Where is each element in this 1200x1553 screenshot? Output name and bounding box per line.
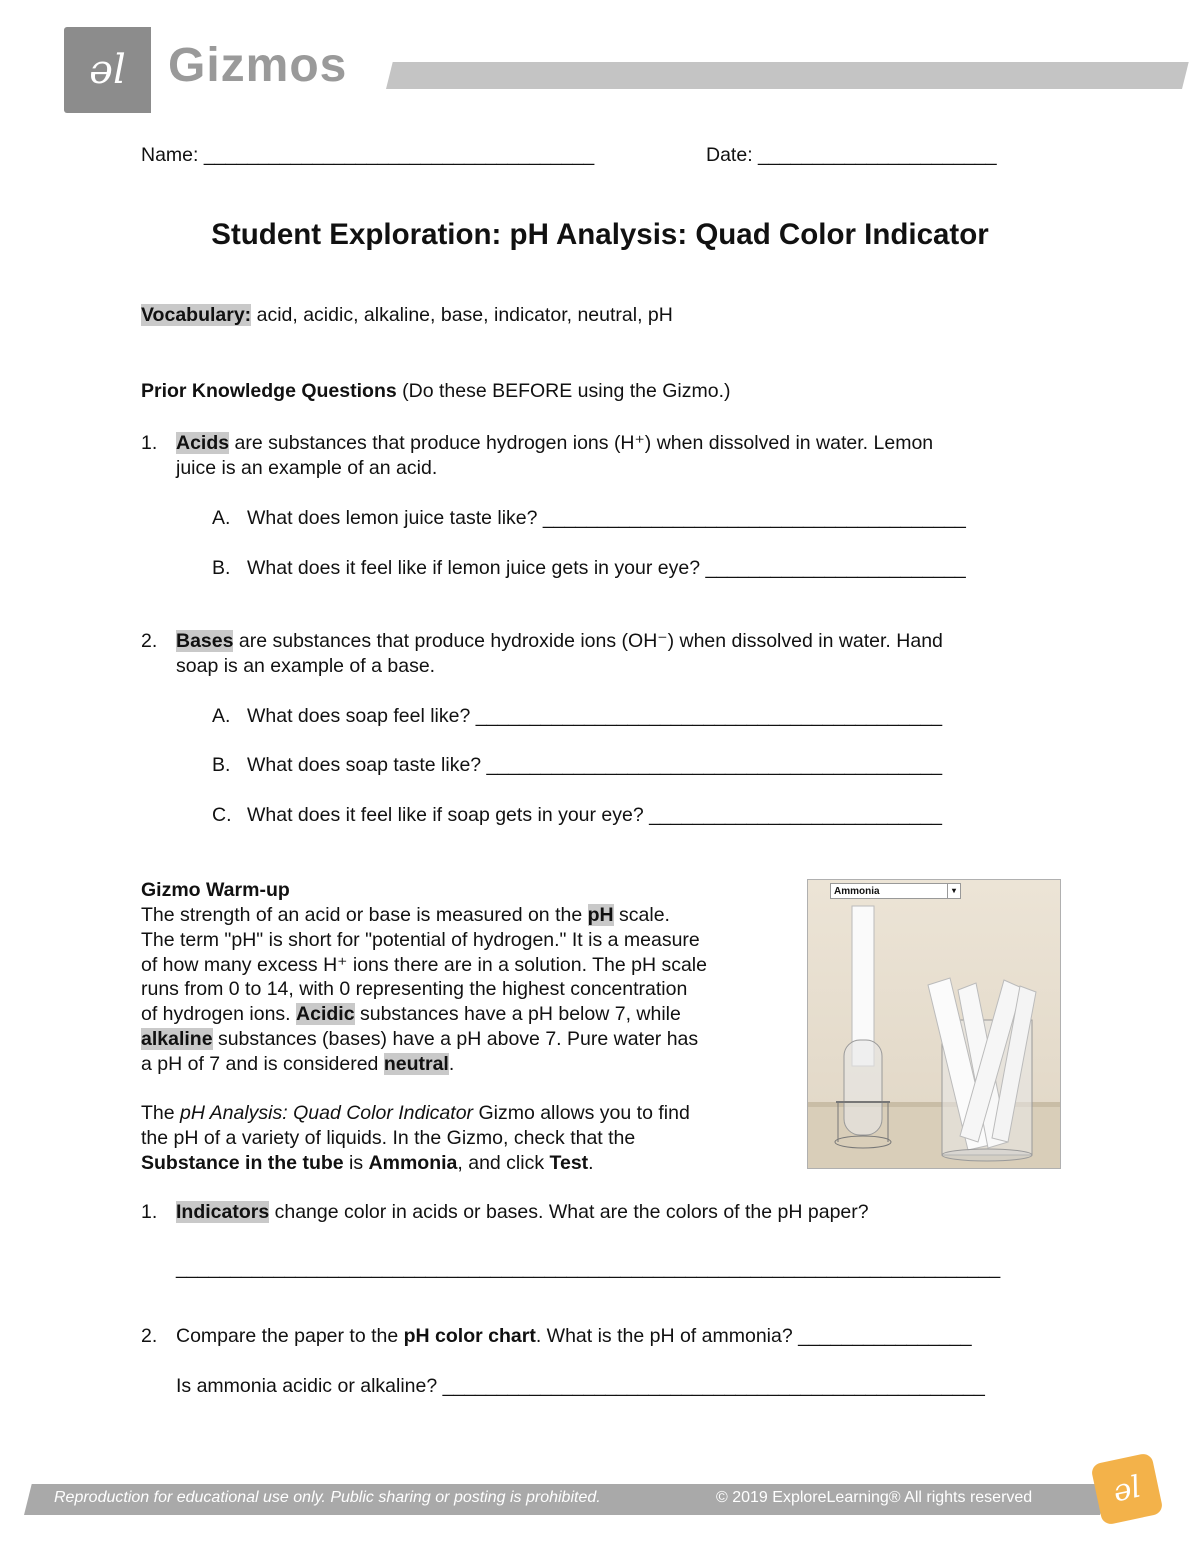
w1-text-body: change color in acids or bases. What are the colors of the pH paper? xyxy=(269,1201,869,1223)
w2-text[interactable] xyxy=(176,1324,972,1349)
w2-text-b: . What is the pH of ammonia? ________________ xyxy=(535,1325,972,1347)
w1-answer-line[interactable]: ____________________________________________________________________________ xyxy=(176,1257,1001,1279)
substance-label: Substance in the tube xyxy=(141,1152,344,1174)
brand-name: Gizmos xyxy=(168,39,348,92)
w1-term: Indicators xyxy=(176,1201,270,1223)
warmup-line5 xyxy=(141,1002,681,1027)
warmup-p2-line2: the pH of a variety of liquids. In the Gizmo, check that the xyxy=(141,1127,636,1149)
warmup-term-neutral: neutral xyxy=(383,1053,449,1075)
w2-followup[interactable]: Is ammonia acidic or alkaline? __________________________________________________ xyxy=(176,1375,985,1397)
warmup-line2: The term "pH" is short for "potential of hydrogen." It is a measure xyxy=(141,929,700,951)
q2c-question[interactable]: What does it feel like if soap gets in your eye? ___________________________ xyxy=(247,804,942,826)
q2b-label: B. xyxy=(212,754,231,776)
warmup-p2-line1 xyxy=(141,1101,690,1126)
q2-text-line2: soap is an example of a base. xyxy=(176,655,436,677)
w2-term: pH color chart xyxy=(403,1325,536,1347)
warmup-line4: runs from 0 to 14, with 0 representing the highest concentration xyxy=(141,978,688,1000)
dropdown-value: Ammonia xyxy=(834,886,880,897)
q1a-question[interactable]: What does lemon juice taste like? _______________________________________ xyxy=(247,507,966,529)
warmup-term-ph: pH xyxy=(587,904,614,926)
warmup-l6b: substances (bases) have a pH above 7. Pure water has xyxy=(212,1028,699,1050)
q2-text1: are substances that produce hydroxide ions (OH⁻) when dissolved in water. Hand xyxy=(233,630,943,652)
q1-term: Acids xyxy=(176,432,230,454)
warmup-line7 xyxy=(141,1052,454,1077)
w1-number: 1. xyxy=(141,1201,158,1223)
warmup-p2-line3 xyxy=(141,1151,594,1176)
q1-text-line1 xyxy=(176,431,933,456)
q2-number: 2. xyxy=(141,630,158,652)
warmup-l5b: substances have a pH below 7, while xyxy=(354,1003,681,1025)
warmup-l7a: a pH of 7 and is considered xyxy=(141,1053,384,1075)
q1a-label: A. xyxy=(212,507,231,529)
explorelearning-footer-logo-icon: ǝl xyxy=(1090,1452,1164,1526)
w2-number: 2. xyxy=(141,1325,158,1347)
vocabulary-words: acid, acidic, alkaline, base, indicator, neutral, pH xyxy=(251,304,673,326)
q1-text1: are substances that produce hydrogen ions (H⁺) when dissolved in water. Lemon xyxy=(229,432,934,454)
w1-text xyxy=(176,1200,869,1225)
test-label: Test xyxy=(549,1152,589,1174)
vocabulary-label: Vocabulary: xyxy=(141,304,252,326)
vocabulary-line xyxy=(141,303,673,328)
prior-knowledge-heading xyxy=(141,379,731,404)
q2a-question[interactable]: What does soap feel like? ___________________________________________ xyxy=(247,705,943,727)
q2-text-line1 xyxy=(176,629,943,654)
warmup-l1a: The strength of an acid or base is measured on the xyxy=(141,904,588,926)
ammonia-label: Ammonia xyxy=(368,1152,458,1174)
q2b-question[interactable]: What does soap taste like? __________________________________________ xyxy=(247,754,943,776)
warmup-line3: of how many excess H⁺ ions there are in a solution. The pH scale xyxy=(141,954,707,976)
q1-text-line2: juice is an example of an acid. xyxy=(176,457,438,479)
warmup-p2-l1a: The xyxy=(141,1102,181,1124)
warmup-p2-l3f: . xyxy=(588,1152,594,1174)
warmup-p2-l3d: , and click xyxy=(457,1152,550,1174)
q1-number: 1. xyxy=(141,432,158,454)
name-field[interactable]: Name: ____________________________________ xyxy=(141,144,595,166)
warmup-p2-l1b: Gizmo allows you to find xyxy=(473,1102,690,1124)
warmup-line6 xyxy=(141,1027,698,1052)
page-title: Student Exploration: pH Analysis: Quad Color Indicator xyxy=(211,218,989,251)
q2c-label: C. xyxy=(212,804,232,826)
warmup-l7b: . xyxy=(448,1053,455,1075)
warmup-line1 xyxy=(141,903,670,928)
warmup-l1b: scale. xyxy=(613,904,670,926)
gizmo-screenshot xyxy=(807,879,1061,1169)
test-tube-illustration xyxy=(808,880,1060,1168)
footer-notice: Reproduction for educational use only. Public sharing or posting is prohibited. xyxy=(54,1489,601,1506)
footer-copyright: © 2019 ExploreLearning® All rights reserved xyxy=(716,1489,1033,1506)
chevron-down-icon: ▾ xyxy=(947,884,960,898)
date-field[interactable]: Date: ______________________ xyxy=(706,144,997,166)
prior-heading-note: (Do these BEFORE using the Gizmo.) xyxy=(396,380,731,402)
warmup-term-alkaline: alkaline xyxy=(141,1028,213,1050)
q1b-question[interactable]: What does it feel like if lemon juice gets in your eye? ________________________ xyxy=(247,557,966,579)
warmup-p2-l3b: is xyxy=(343,1152,369,1174)
warmup-l5a: of hydrogen ions. xyxy=(141,1003,297,1025)
warmup-heading: Gizmo Warm-up xyxy=(141,879,290,901)
q1b-label: B. xyxy=(212,557,231,579)
q2a-label: A. xyxy=(212,705,231,727)
warmup-term-acidic: Acidic xyxy=(296,1003,355,1025)
prior-heading-text: Prior Knowledge Questions xyxy=(141,380,397,402)
header-bar xyxy=(386,62,1189,89)
gizmo-name-italic: pH Analysis: Quad Color Indicator xyxy=(180,1102,474,1124)
q2-term: Bases xyxy=(176,630,234,652)
explorelearning-logo-icon: ǝl xyxy=(89,47,126,93)
w2-text-a: Compare the paper to the xyxy=(176,1325,404,1347)
